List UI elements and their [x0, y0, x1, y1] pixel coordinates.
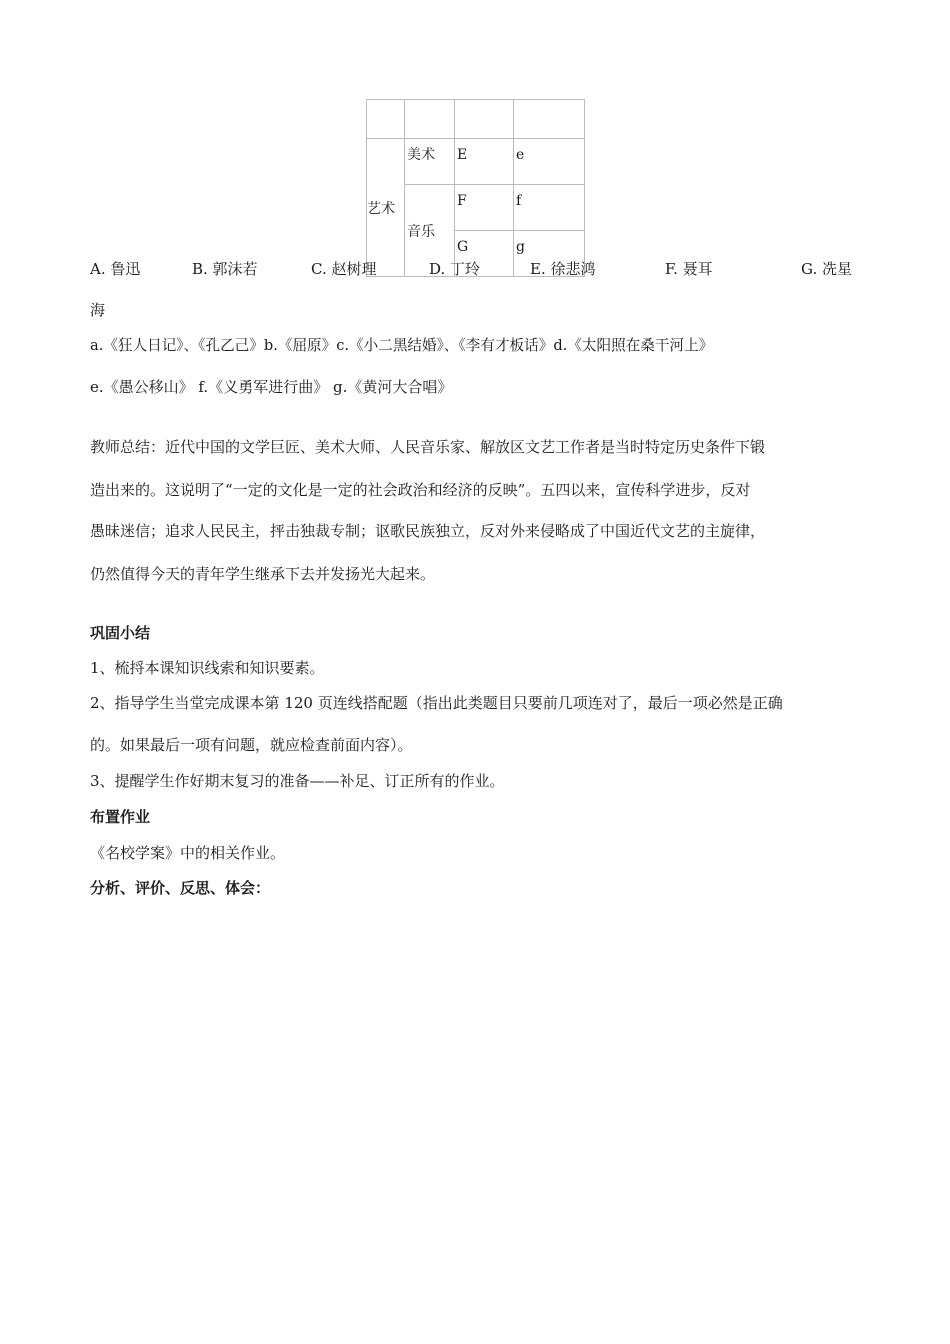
teacher-summary-line: 教师总结：近代中国的文学巨匠、美术大师、人民音乐家、解放区文艺工作者是当时特定历史条件下锻	[90, 438, 766, 456]
option-works-line: e.《愚公移山》 f.《义勇军进行曲》 g.《黄河大合唱》	[90, 378, 453, 396]
option-person-c: C. 赵树理	[311, 260, 377, 278]
section-heading-consolidation: 巩固小结	[90, 624, 151, 642]
option-person-b: B. 郭沫若	[192, 260, 258, 278]
work-letter-cell: e	[514, 139, 585, 185]
option-person-f: F. 聂耳	[665, 260, 713, 278]
homework-text: 《名校学案》中的相关作业。	[90, 844, 286, 862]
teacher-summary-line: 愚昧迷信；追求人民民主，抨击独裁专制；讴歌民族独立，反对外来侵略成了中国近代文艺的主旋律，	[90, 522, 766, 540]
option-person-d: D. 丁玲	[429, 260, 481, 278]
option-person-g-wrap: 海	[90, 301, 106, 319]
work-letter-cell: f	[514, 185, 585, 231]
table-cell	[405, 100, 455, 139]
table-row	[367, 100, 585, 139]
person-letter-cell: E	[455, 139, 514, 185]
section-heading-reflection: 分析、评价、反思、体会：	[90, 879, 271, 897]
subcategory-music: 音乐	[405, 185, 455, 277]
consolidation-item: 3、提醒学生作好期末复习的准备——补足、订正所有的作业。	[90, 772, 505, 790]
teacher-summary-line: 造出来的。这说明了“一定的文化是一定的社会政治和经济的反映”。五四以来，宣传科学进步，反对	[90, 481, 751, 499]
consolidation-item: 2、指导学生当堂完成课本第 120 页连线搭配题（指出此类题目只要前几项连对了，最后一项必然是正确	[90, 694, 783, 712]
table-cell	[367, 100, 405, 139]
category-art: 艺术	[367, 139, 405, 277]
person-letter-cell: G	[455, 231, 514, 277]
consolidation-item: 1、梳捋本课知识线索和知识要素。	[90, 659, 325, 677]
table-row	[367, 139, 585, 185]
option-works-line: a.《狂人日记》、《孔乙己》b.《屈原》c.《小二黑结婚》、《李有才板话》d.《太阳照在桑干河上》	[90, 337, 714, 354]
work-letter-cell: g	[514, 231, 585, 277]
matching-table	[366, 99, 585, 277]
option-person-a: A. 鲁迅	[90, 260, 141, 278]
option-person-e: E. 徐悲鸿	[530, 260, 596, 278]
subcategory-fine-arts: 美术	[405, 139, 455, 185]
option-person-g: G. 冼星	[801, 260, 852, 278]
table-cell	[455, 100, 514, 139]
table-cell	[514, 100, 585, 139]
teacher-summary-line: 仍然值得今天的青年学生继承下去并发扬光大起来。	[90, 565, 436, 583]
section-heading-homework: 布置作业	[90, 808, 151, 826]
person-letter-cell: F	[455, 185, 514, 231]
consolidation-item: 的。如果最后一项有问题，就应检查前面内容）。	[90, 736, 413, 754]
